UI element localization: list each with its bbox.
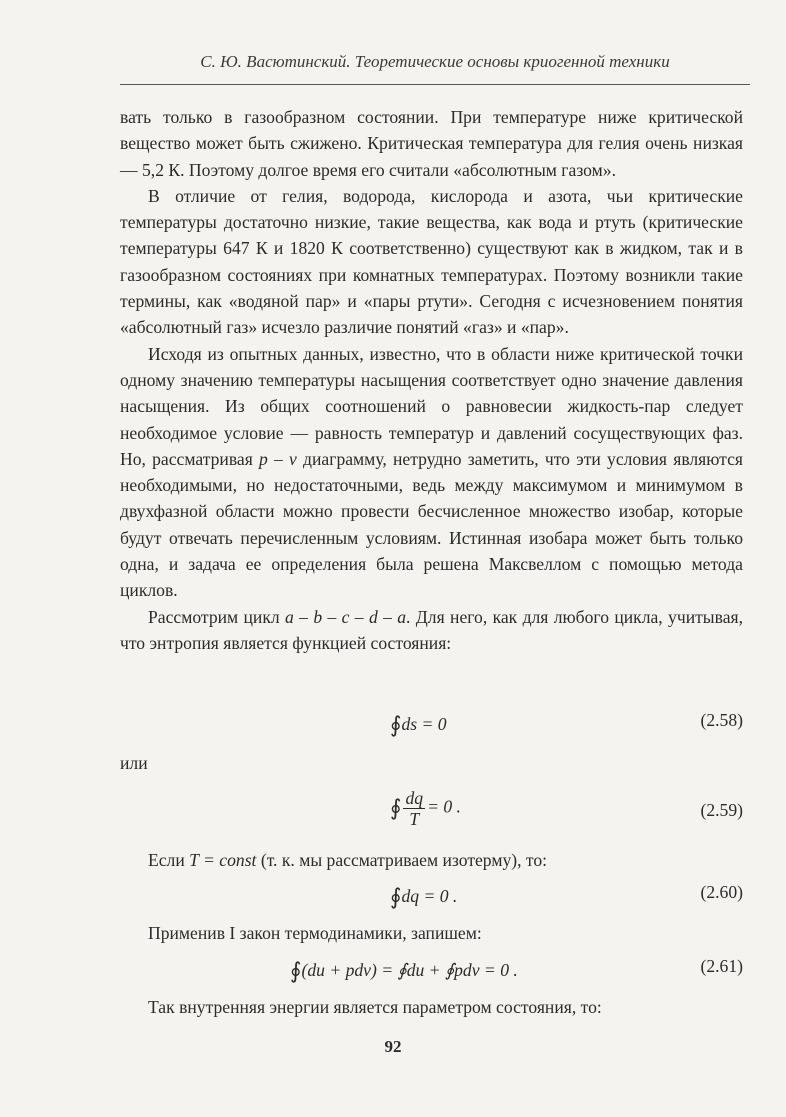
- connector-internal-energy: Так внутренняя энергии является параметром состояния, то:: [148, 997, 602, 1017]
- equation-2-59-number: (2.59): [700, 800, 743, 820]
- header-rule: [120, 84, 750, 85]
- connector-or: или: [120, 753, 148, 773]
- contour-integral-symbol: ∮: [390, 712, 402, 737]
- equation-2-58-expr: ds = 0: [401, 714, 447, 734]
- equation-2-59: [120, 788, 743, 838]
- contour-integral-symbol: ∮: [290, 958, 302, 983]
- page-number: 92: [384, 1037, 402, 1056]
- connector-if: [120, 847, 743, 873]
- equation-2-60: [120, 882, 743, 916]
- connector-first-law: Применив I закон термодинамики, запишем:: [148, 923, 482, 943]
- connector-if-b: (т. к. мы рассматриваем изотерму), то:: [256, 850, 548, 870]
- paragraph-3-text-b: диаграмму, нетрудно заметить, что эти условия являются необходимыми, но недостаточными, ведь между максимумом и минимумом в двухфазной области можно провести бесчисленное множество изобар, которые будут отвечать перечисленным условиям. Истинная изобара может быть только одна, и задача ее определения была решена Максвеллом с помощью метода циклов.: [120, 448, 743, 601]
- body-text: [120, 104, 743, 656]
- paragraph-4-text-b: . Для него, как для любого цикла, учитывая, что энтропия является функцией состояния:: [120, 606, 744, 653]
- paragraph-4-text-a: Рассмотрим цикл: [148, 606, 286, 627]
- equation-2-61: [120, 956, 743, 990]
- equation-2-60-number: (2.60): [700, 882, 743, 902]
- fraction-denominator: T: [409, 809, 420, 829]
- fraction-numerator: dq: [405, 788, 424, 808]
- equation-2-60-expr: dq = 0 .: [401, 886, 458, 906]
- equation-2-58: [120, 710, 743, 744]
- equation-2-59-body: [390, 788, 461, 829]
- equation-2-58-number: (2.58): [700, 710, 743, 730]
- equation-2-58-body: [390, 710, 447, 736]
- running-header: С. Ю. Васютинский. Теоретические основы криогенной техники: [200, 52, 670, 71]
- fraction-dq-over-t: [403, 788, 425, 829]
- equation-2-61-number: (2.61): [700, 956, 743, 976]
- inline-math-t-const: T = const: [189, 850, 257, 870]
- equation-2-61-body: [290, 956, 518, 982]
- paragraph-4: [120, 604, 743, 657]
- equation-2-61-expr: (du + pdv) = ∮du + ∮pdv = 0 .: [301, 960, 518, 980]
- contour-integral-symbol: ∮: [390, 884, 402, 909]
- connector-if-a: Если: [148, 850, 190, 870]
- paragraph-1: вать только в газообразном состоянии. При температуре ниже критической вещество может быть сжижено. Критическая температура для гелия очень низкая — 5,2 К. Поэтому долгое время его считали «абсолютным газом».: [120, 107, 743, 180]
- equation-2-59-expr: = 0 .: [427, 796, 461, 817]
- paragraph-3-text-a: Исходя из опытных данных, известно, что в области ниже критической точки одному значению температуры насыщения соответствует одно значение давления насыщения. Из общих соотношений о равновесии жидкость-пар следует необходимое условие — равность температур и давлений сосуществующих фаз. Но, рассматривая: [120, 343, 743, 469]
- paragraph-3: [120, 341, 743, 604]
- equation-2-60-body: [390, 882, 457, 908]
- contour-integral-symbol: ∮: [390, 794, 402, 820]
- paragraph-2: В отличие от гелия, водорода, кислорода и азота, чьи критические температуры достаточно низкие, такие вещества, как вода и ртуть (критические температуры 647 К и 1820 К соответственно) существуют как в жидком, так и в газообразном состояниях при комнатных температурах. Поэтому возникли такие термины, как «водяной пар» и «пары ртути». Сегодня с исчезновением понятия «абсолютный газ» исчезло различие понятий «газ» и «пар».: [120, 185, 743, 338]
- inline-math-cycle: a – b – c – d – a: [285, 606, 407, 627]
- inline-math-pv: p – v: [259, 448, 297, 469]
